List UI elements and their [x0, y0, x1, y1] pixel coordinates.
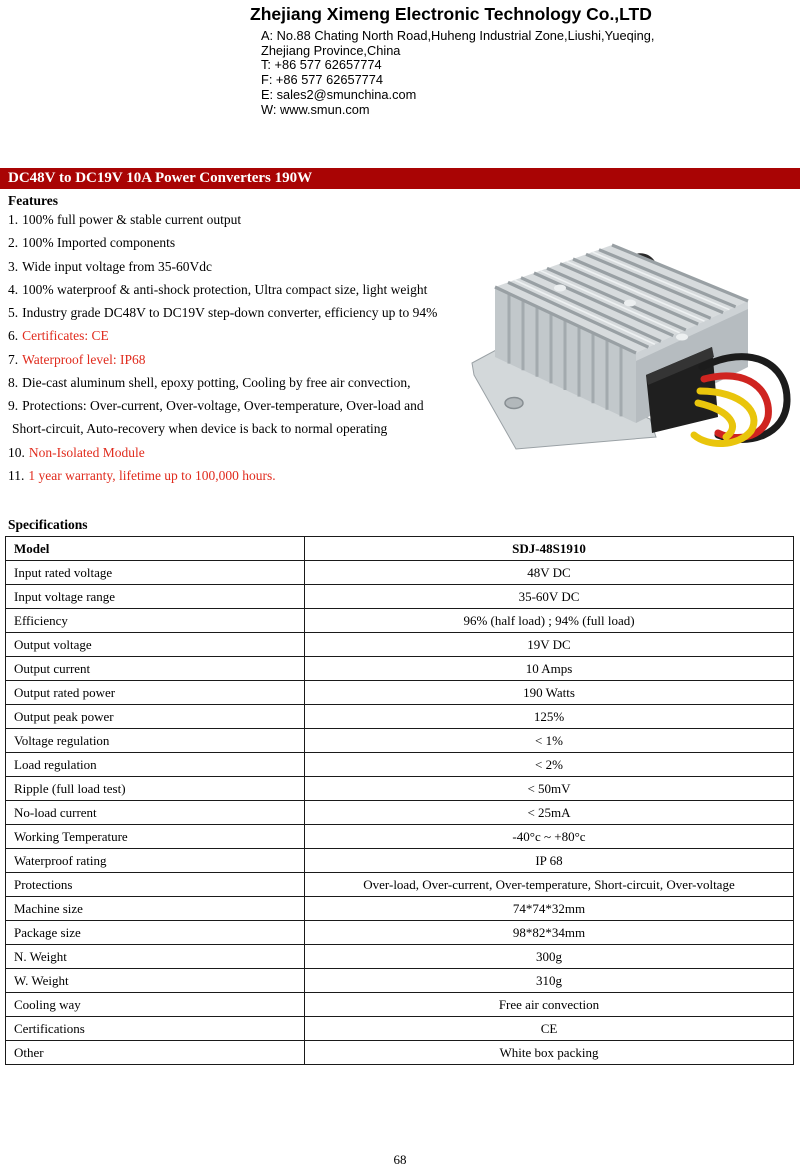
spec-label: Input voltage range — [6, 585, 305, 609]
table-row — [6, 561, 794, 585]
table-row — [6, 897, 794, 921]
spec-value: IP 68 — [305, 849, 794, 873]
spec-label: Protections — [6, 873, 305, 897]
table-row — [6, 921, 794, 945]
feature-number: 2. — [8, 235, 19, 251]
feature-item — [8, 328, 437, 351]
spec-label: Output voltage — [6, 633, 305, 657]
feature-item — [8, 235, 437, 258]
spec-value: 98*82*34mm — [305, 921, 794, 945]
feature-number: 10. — [8, 444, 25, 460]
product-photo — [450, 225, 800, 460]
spec-value: 310g — [305, 969, 794, 993]
spec-label: Output rated power — [6, 681, 305, 705]
spec-label: Ripple (full load test) — [6, 777, 305, 801]
feature-item — [8, 468, 437, 491]
table-row — [6, 969, 794, 993]
spec-value: 19V DC — [305, 633, 794, 657]
converter-illustration — [450, 225, 800, 460]
feature-number: 1. — [8, 212, 19, 227]
feature-text: Wide input voltage from 35-60Vdc — [22, 258, 213, 274]
spec-label: Machine size — [6, 897, 305, 921]
spec-label: Cooling way — [6, 993, 305, 1017]
spec-label: Certifications — [6, 1017, 305, 1041]
feature-number: 4. — [8, 281, 19, 297]
product-title-banner — [0, 168, 800, 189]
feature-text: 100% waterproof & anti-shock protection, Ultra compact size, light weight — [22, 281, 428, 297]
feature-number: 9. — [8, 398, 19, 413]
feature-item — [8, 282, 437, 305]
table-row — [6, 801, 794, 825]
table-row — [6, 849, 794, 873]
feature-number: 7. — [8, 351, 19, 367]
table-row — [6, 945, 794, 969]
spec-value: -40°c ~ +80°c — [305, 825, 794, 849]
product-title: DC48V to DC19V 10A Power Converters 190W — [8, 170, 313, 186]
spec-value: 35-60V DC — [305, 585, 794, 609]
spec-value: Over-load, Over-current, Over-temperature, Short-circuit, Over-voltage — [305, 873, 794, 897]
contact-line-phone: T: +86 577 62657774 — [261, 57, 382, 73]
spec-value: 74*74*32mm — [305, 897, 794, 921]
features-heading: Features — [8, 193, 58, 208]
spec-value: 10 Amps — [305, 657, 794, 681]
feature-item — [8, 305, 437, 328]
feature-text: Die-cast aluminum shell, epoxy potting, Cooling by free air convection, — [22, 374, 411, 390]
spec-value: < 1% — [305, 729, 794, 753]
feature-text: 100% full power & stable current output — [22, 212, 242, 227]
page-number: 68 — [393, 1152, 407, 1167]
spec-label: Other — [6, 1041, 305, 1065]
feature-number: 5. — [8, 305, 19, 320]
feature-item — [8, 212, 437, 235]
feature-number: 3. — [8, 258, 19, 274]
spec-value: 190 Watts — [305, 681, 794, 705]
table-row — [6, 585, 794, 609]
spec-label: Output current — [6, 657, 305, 681]
specifications-heading: Specifications — [8, 517, 88, 532]
spec-label: Voltage regulation — [6, 729, 305, 753]
feature-item — [8, 445, 437, 468]
contact-line-fax: F: +86 577 62657774 — [261, 72, 384, 88]
feature-item — [8, 375, 437, 398]
spec-value: 300g — [305, 945, 794, 969]
feature-item — [8, 398, 437, 421]
spec-value: 96% (half load) ; 94% (full load) — [305, 609, 794, 633]
table-row — [6, 1017, 794, 1041]
feature-item — [8, 352, 437, 375]
table-row — [6, 873, 794, 897]
feature-item-continuation — [8, 421, 437, 444]
spec-label: Efficiency — [6, 609, 305, 633]
spec-value: CE — [305, 1017, 794, 1041]
feature-text: Waterproof level: IP68 — [22, 351, 146, 367]
spec-label: Input rated voltage — [6, 561, 305, 585]
spec-value: SDJ-48S1910 — [305, 537, 794, 561]
table-row — [6, 681, 794, 705]
table-row — [6, 657, 794, 681]
feature-text: Non-Isolated Module — [28, 444, 145, 460]
spec-label: Working Temperature — [6, 825, 305, 849]
feature-text: Industry grade DC48V to DC19V step-down converter, efficiency up to 94% — [22, 305, 438, 320]
table-row — [6, 777, 794, 801]
spec-value: < 2% — [305, 753, 794, 777]
spec-value: < 25mA — [305, 801, 794, 825]
table-row — [6, 633, 794, 657]
page-footer — [0, 1152, 800, 1168]
table-row — [6, 537, 794, 561]
contact-line-website: W: www.smun.com — [261, 101, 370, 117]
spec-value: < 50mV — [305, 777, 794, 801]
spec-value: White box packing — [305, 1041, 794, 1065]
feature-number: 6. — [8, 328, 19, 344]
company-contact-block — [261, 29, 654, 117]
table-row — [6, 609, 794, 633]
feature-text: Protections: Over-current, Over-voltage, Over-temperature, Over-load and — [22, 398, 424, 413]
company-name: Zhejiang Ximeng Electronic Technology Co.,LTD — [250, 4, 652, 24]
spec-label: Model — [6, 537, 305, 561]
feature-number: 11. — [8, 467, 25, 483]
specifications-table — [5, 536, 794, 1065]
spec-value: 125% — [305, 705, 794, 729]
contact-line-email: E: sales2@smunchina.com — [261, 86, 417, 102]
feature-text: 1 year warranty, lifetime up to 100,000 hours. — [28, 467, 276, 483]
feature-text: Short-circuit, Auto-recovery when device is back to normal operating — [12, 421, 388, 437]
table-row — [6, 705, 794, 729]
spec-label: Package size — [6, 921, 305, 945]
table-row — [6, 1041, 794, 1065]
table-row — [6, 993, 794, 1017]
spec-label: Output peak power — [6, 705, 305, 729]
table-row — [6, 753, 794, 777]
contact-line-address: A: No.88 Chating North Road,Huheng Industrial Zone,Liushi,Yueqing, — [261, 28, 655, 43]
feature-item — [8, 259, 437, 282]
spec-value: Free air convection — [305, 993, 794, 1017]
company-header — [250, 4, 654, 117]
feature-number: 8. — [8, 374, 19, 390]
spec-label: Load regulation — [6, 753, 305, 777]
feature-text: 100% Imported components — [22, 235, 176, 251]
spec-label: Waterproof rating — [6, 849, 305, 873]
table-row — [6, 825, 794, 849]
table-row — [6, 729, 794, 753]
features-list — [8, 212, 437, 491]
spec-label: No-load current — [6, 801, 305, 825]
spec-label: N. Weight — [6, 945, 305, 969]
contact-line-address-2: Zhejiang Province,China — [261, 42, 401, 58]
spec-value: 48V DC — [305, 561, 794, 585]
feature-text: Certificates: CE — [22, 328, 109, 344]
spec-label: W. Weight — [6, 969, 305, 993]
